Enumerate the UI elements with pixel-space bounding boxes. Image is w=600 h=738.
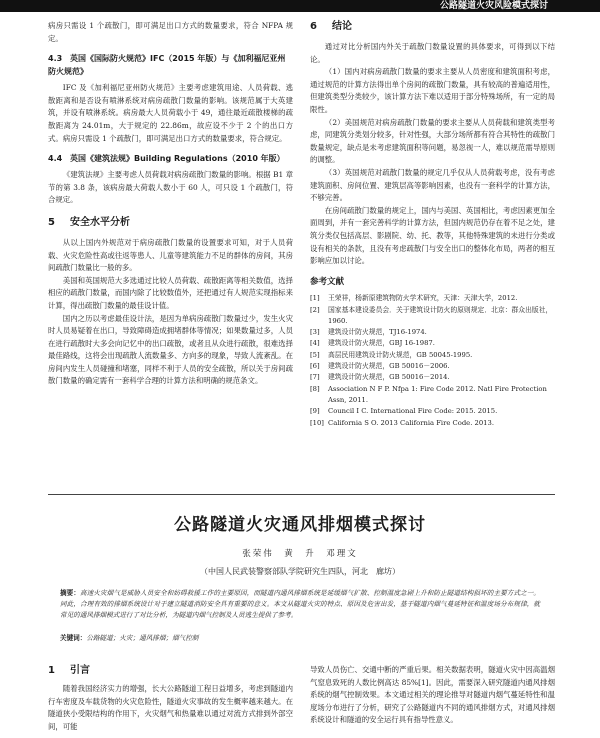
paragraph: （2）美国规范对病房疏散门数量的要求主要从人员荷载和建筑类型考虑，同建筑分类划分较多，针对性强，大部分场所都有符合其特性的疏散门数量规定，缺点是未考虑建筑面积等问题，易忽视一人，难以规范需导原则的调整。 bbox=[310, 117, 555, 165]
paragraph: （3）英国规范对疏散门数量的规定几乎仅从人员荷载考虑，没有考虑建筑面积、房间位置、建筑层高等影响因素，也没有一套科学的计算方法，不够完善。 bbox=[310, 167, 555, 203]
keywords-text: 公路隧道；火灾；通风排烟；烟气控制 bbox=[86, 634, 199, 642]
running-header bbox=[0, 0, 600, 12]
section-title: 安全水平分析 bbox=[70, 216, 130, 228]
reference-item bbox=[310, 361, 555, 372]
reference-list bbox=[310, 293, 555, 429]
paragraph: 国内之历以考虑最佳设计法，是因为单病房疏散门数量过少，发生火灾时人员易疑着在出口，导致障碍造成拥堵群体等情况；如果数量过多，人员在进行疏散时大多会向记忆中的出口疏散，或者且从众进行疏散，很难选择最佳路线，这将会出现疏散人流数量多、方向多的现象，导致人流紊乱。在房间内发生人员碰撞和堵塞，同样不利于人员的安全疏散，所以关于房间疏散门数量的确定需有一套科学合理的计算方法和明确的规范条文。 bbox=[48, 313, 293, 386]
article-title: 公路隧道火灾通风排烟模式探讨 bbox=[174, 515, 426, 535]
reference-item bbox=[310, 384, 555, 407]
paragraph: 导致人员伤亡、交通中断的严重后果。相关数据表明，隧道火灾中因高温烟气窒息致死的人数比例高达 85%[1]。因此，需要深入研究隧道内通风排烟系统的烟气控制效果。本文通过相关的理论推导对隧道内烟气蔓延特性和温度场分布进行了分析，研究了公路隧道内不同的通风排烟方式，对通风排烟系统设计和隧道的安全运行具有指导性意义。 bbox=[310, 665, 555, 725]
reference-text: 建筑设计防火规范，TJ16-1974. bbox=[328, 328, 427, 337]
section-heading-5 bbox=[48, 216, 293, 230]
reference-text: 国家基本建设委员会．关于建筑设计防火的原则规定．北京：群众出版社，1960. bbox=[328, 305, 553, 325]
paragraph: 《建筑法规》主要考虑人员荷载对病房疏散门数量的影响。根据 B1 章节的第 3.8 条，该病房最大荷载人数小于 60 人，可只设 1 个疏散门，符合规定。 bbox=[48, 170, 293, 205]
intro-left-column bbox=[48, 664, 293, 733]
section-heading-4-3 bbox=[48, 52, 293, 78]
reference-text: 王荣祥，杨新原建筑物防火学术研究，天津：天津大学，2012. bbox=[328, 294, 518, 303]
section-number: 4.4 bbox=[48, 154, 63, 164]
section-heading-1 bbox=[48, 664, 293, 678]
reference-item bbox=[310, 372, 555, 383]
reference-index: [8] bbox=[310, 384, 320, 393]
reference-index: [9] bbox=[310, 407, 320, 416]
reference-text: 高层民用建筑设计防火规范，GB 50045-1995. bbox=[328, 350, 473, 359]
abstract-text: 高速火灾烟气是威胁人员安全和妨碍救援工作的主要原因，而隧道内通风排烟系统是延缓烟气扩散、控制温度急剧上升和防止隧道结构损坏的主要方式之一。同此，合理有效的排烟系统设计对于建立隧道消防安全具有重要的意义。本文从隧道火灾的特点、原因及危害出发，基于隧道内烟气蔓延特征和温度场分布规律，就常见的通风排烟模式进行了对比分析，为隧道内烟气控制及人员逃生提供了参考。 bbox=[60, 589, 541, 619]
paragraph: 从以上国内外规范对于病房疏散门数量的设置要求可知，对于人员荷载、火灾危险性高或往返等患人、儿童等建筑能力不足的群体的房间，其房间疏散门数量比一般的多。 bbox=[48, 237, 293, 273]
reference-item bbox=[310, 350, 555, 361]
paragraph: 美国和英国规范大多选通过比较人员荷载、疏散距离等相关数值，选择相应的疏散门数量，而国内除了比较数值外，还把通过有人规范实现指标来计算，得出疏散门数量的最佳设计值。 bbox=[48, 275, 293, 310]
keywords-label: 关键词： bbox=[60, 634, 87, 642]
references-heading: 参考文献 bbox=[310, 276, 345, 287]
reference-item bbox=[310, 293, 555, 304]
reference-index: [3] bbox=[310, 328, 320, 337]
reference-text: Council I C. International Fire Code: 2015. 2015. bbox=[328, 407, 498, 416]
reference-index: [5] bbox=[310, 350, 320, 359]
reference-text: 建筑设计防火规范，GB 50016－2006. bbox=[328, 362, 450, 371]
reference-index: [10] bbox=[310, 418, 324, 427]
reference-item bbox=[310, 406, 555, 417]
right-column bbox=[310, 20, 555, 429]
paragraph: 通过对比分析国内外关于疏散门数量设置的具体要求，可得到以下结论。 bbox=[310, 42, 555, 64]
running-header-title: 公路隧道火灾风险模式探讨 bbox=[439, 1, 548, 11]
left-column bbox=[48, 20, 293, 388]
paragraph: 在房间疏散门数量的规定上，国内与美国、英国相比，考虑因素更加全面周到，并有一套完善科学的计算方法，但国内规范仍存在着不足之处，建筑分类仅包括高层、影剧院、幼、托、教等，其他特殊建筑的未进行分类或设有相关的条款，且没有考虑疏散门与安全出口的整体化布局，两者的相互影响应加以讨论。 bbox=[310, 205, 555, 266]
section-title: 结论 bbox=[332, 21, 352, 32]
section-heading-4-4 bbox=[48, 152, 293, 165]
reference-item bbox=[310, 305, 555, 328]
section-number: 1 bbox=[48, 665, 55, 676]
reference-item bbox=[310, 418, 555, 429]
reference-index: [7] bbox=[310, 373, 320, 382]
reference-index: [6] bbox=[310, 362, 320, 371]
reference-index: [2] bbox=[310, 305, 320, 314]
section-heading-6 bbox=[310, 20, 555, 34]
reference-item bbox=[310, 327, 555, 338]
reference-item bbox=[310, 338, 555, 349]
article-affiliation: （中国人民武装警察部队学院研究生四队，河北 廊坊） bbox=[200, 567, 400, 576]
section-number: 4.3 bbox=[48, 54, 63, 64]
intro-right-column bbox=[310, 664, 555, 727]
section-title: 英国《建筑法规》Building Regulations（2010 年版） bbox=[70, 154, 285, 164]
reference-text: Association N F P. Nfpa 1: Fire Code 2012. Natl Fire Protection Assn, 2011. bbox=[328, 384, 547, 404]
section-title: 引言 bbox=[70, 665, 90, 676]
reference-text: 建筑设计防火规范，GBJ 16-1987. bbox=[328, 339, 435, 348]
article-abstract bbox=[60, 588, 540, 621]
article-keywords bbox=[60, 633, 540, 644]
paragraph: （1）国内对病房疏散门数量的要求主要从人员密度和建筑面积考虑，通过规范的计算方法得出单个房间的疏散门数量，具有较高的普遍适用性，但建筑类型分类较少，该计算方法下难以适用于部分特殊场所，有一定的局限性。 bbox=[310, 67, 555, 114]
section-title: 英国《国际防火规范》IFC（2015 年版）与《加利福尼亚州防火规范》 bbox=[48, 54, 286, 77]
article-authors: 张荣伟 黄 升 邓理文 bbox=[242, 549, 358, 559]
section-number: 6 bbox=[310, 21, 317, 32]
abstract-label: 摘要： bbox=[60, 589, 81, 597]
reference-index: [1] bbox=[310, 294, 320, 303]
reference-text: 建筑设计防火规范，GB 50016－2014. bbox=[328, 373, 450, 382]
paragraph: IFC 及《加利福尼亚州防火规范》主要考虑建筑用途、人员荷载、逃散距离和是否设有喷淋系统对病房疏散门数量的影响。该规范属于大英建筑，并设有喷淋系统。病房最大人员荷载小于 49，通往最近疏散楼梯的疏散距离为 24.01m，大于规定的 22.86m，故应设不少于 2 个的出口方式。病房只需设 1 个疏散门，即可满足出口方式的数量要求，符合规定。 bbox=[48, 83, 293, 143]
reference-text: California S O. 2013 California Fire Code. 2013. bbox=[328, 418, 494, 427]
continued-paragraph: 病房只需设 1 个疏散门，即可满足出口方式的数量要求，符合 NFPA 规定。 bbox=[48, 21, 293, 43]
reference-index: [4] bbox=[310, 339, 320, 348]
section-number: 5 bbox=[48, 216, 55, 228]
article-divider bbox=[48, 494, 555, 495]
paragraph: 随着我国经济实力的增强，长大公路隧道工程日益增多，考虑到隧道内行车密度及车载货物的火灾危险性，隧道火灾事故的发生概率越来越大。在隧道狭小受限结构的作用下，火灾烟气和热量难以通过对流方式排到外部空间，可能 bbox=[48, 684, 293, 731]
